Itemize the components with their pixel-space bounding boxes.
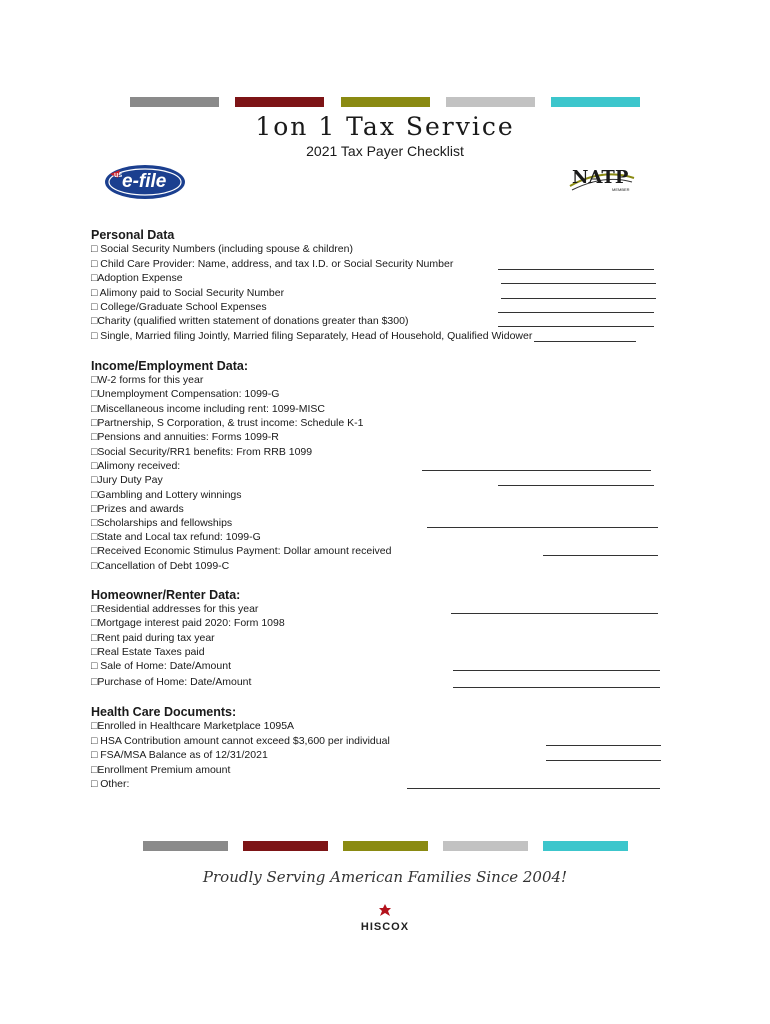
list-item: □Adoption Expense: [91, 272, 183, 284]
list-item: □Miscellaneous income including rent: 1099-MISC: [91, 403, 325, 415]
list-item: □Prizes and awards: [91, 503, 184, 515]
list-item: □Rent paid during tax year: [91, 632, 215, 644]
personal-data-heading: Personal Data: [91, 228, 175, 242]
fill-in-line[interactable]: [543, 555, 658, 556]
list-item: □Real Estate Taxes paid: [91, 646, 205, 658]
efile-logo-text: e-file: [122, 171, 167, 192]
list-item: □Residential addresses for this year: [91, 603, 259, 615]
fill-in-line[interactable]: [407, 788, 660, 789]
bottom-bar-olive: [343, 841, 428, 851]
list-item: □W-2 forms for this year: [91, 374, 204, 386]
top-bar-silver: [446, 97, 535, 107]
bottom-bar-teal: [543, 841, 628, 851]
natp-logo: [566, 164, 638, 196]
top-bar-gray: [130, 97, 219, 107]
list-item: □ Single, Married filing Jointly, Married filing Separately, Head of Household, Qualified Widower: [91, 330, 533, 342]
list-item: □ College/Graduate School Expenses: [91, 301, 267, 313]
top-bar-maroon: [235, 97, 324, 107]
list-item: □Enrolled in Healthcare Marketplace 1095A: [91, 720, 295, 732]
list-item: □ Social Security Numbers (including spouse & children): [91, 243, 353, 255]
list-item: □Unemployment Compensation: 1099-G: [91, 388, 280, 400]
top-bar-olive: [341, 97, 430, 107]
list-item: □Enrollment Premium amount: [91, 764, 231, 776]
list-item: □Pensions and annuities: Forms 1099-R: [91, 431, 279, 443]
fill-in-line[interactable]: [453, 687, 660, 688]
fill-in-line[interactable]: [498, 326, 654, 327]
natp-logo-text: NATP: [572, 167, 629, 188]
bottom-bar-gray: [143, 841, 228, 851]
fill-in-line[interactable]: [501, 298, 656, 299]
list-item: □ HSA Contribution amount cannot exceed $3,600 per individual: [91, 735, 390, 747]
fill-in-line[interactable]: [451, 613, 658, 614]
top-bar-teal: [551, 97, 640, 107]
fill-in-line[interactable]: [453, 670, 660, 671]
list-item: □Purchase of Home: Date/Amount: [91, 676, 252, 688]
list-item: □Partnership, S Corporation, & trust income: Schedule K-1: [91, 417, 364, 429]
list-item: □Gambling and Lottery winnings: [91, 489, 242, 501]
fill-in-line[interactable]: [546, 745, 661, 746]
list-item: □ Sale of Home: Date/Amount: [91, 660, 231, 672]
bottom-bar-silver: [443, 841, 528, 851]
health-heading: Health Care Documents:: [91, 705, 237, 719]
homeowner-heading: Homeowner/Renter Data:: [91, 588, 241, 602]
fill-in-line[interactable]: [498, 312, 654, 313]
fill-in-line[interactable]: [422, 470, 651, 471]
list-item: □Jury Duty Pay: [91, 474, 163, 486]
income-heading: Income/Employment Data:: [91, 359, 248, 373]
hiscox-logo-text: HISCOX: [360, 921, 410, 933]
list-item: □Scholarships and fellowships: [91, 517, 233, 529]
natp-member-text: MEMBER: [612, 187, 630, 192]
fill-in-line[interactable]: [501, 283, 656, 284]
fill-in-line[interactable]: [546, 760, 661, 761]
list-item: □Cancellation of Debt 1099-C: [91, 560, 230, 572]
list-item: □State and Local tax refund: 1099-G: [91, 531, 261, 543]
page-title: 1on 1 Tax Service: [255, 112, 515, 141]
list-item: □Charity (qualified written statement of donations greater than $300): [91, 315, 409, 327]
list-item: □ Alimony paid to Social Security Number: [91, 287, 285, 299]
page-subtitle: 2021 Tax Payer Checklist: [306, 143, 464, 159]
footer-tagline: Proudly Serving American Families Since 2004!: [202, 868, 568, 886]
list-item: □Alimony received:: [91, 460, 181, 472]
list-item: □Received Economic Stimulus Payment: Dollar amount received: [91, 545, 392, 557]
efile-logo: [104, 164, 186, 200]
list-item: □ Other:: [91, 778, 130, 790]
hiscox-logo: [350, 903, 420, 933]
svg-text:us: us: [114, 172, 123, 179]
fill-in-line[interactable]: [498, 269, 654, 270]
list-item: □ FSA/MSA Balance as of 12/31/2021: [91, 749, 268, 761]
fill-in-line[interactable]: [498, 485, 654, 486]
hiscox-emblem-icon: [378, 904, 392, 916]
list-item: □Social Security/RR1 benefits: From RRB 1099: [91, 446, 313, 458]
fill-in-line[interactable]: [534, 341, 636, 342]
list-item: □Mortgage interest paid 2020: Form 1098: [91, 617, 285, 629]
fill-in-line[interactable]: [427, 527, 658, 528]
bottom-bar-maroon: [243, 841, 328, 851]
list-item: □ Child Care Provider: Name, address, and tax I.D. or Social Security Number: [91, 258, 454, 270]
